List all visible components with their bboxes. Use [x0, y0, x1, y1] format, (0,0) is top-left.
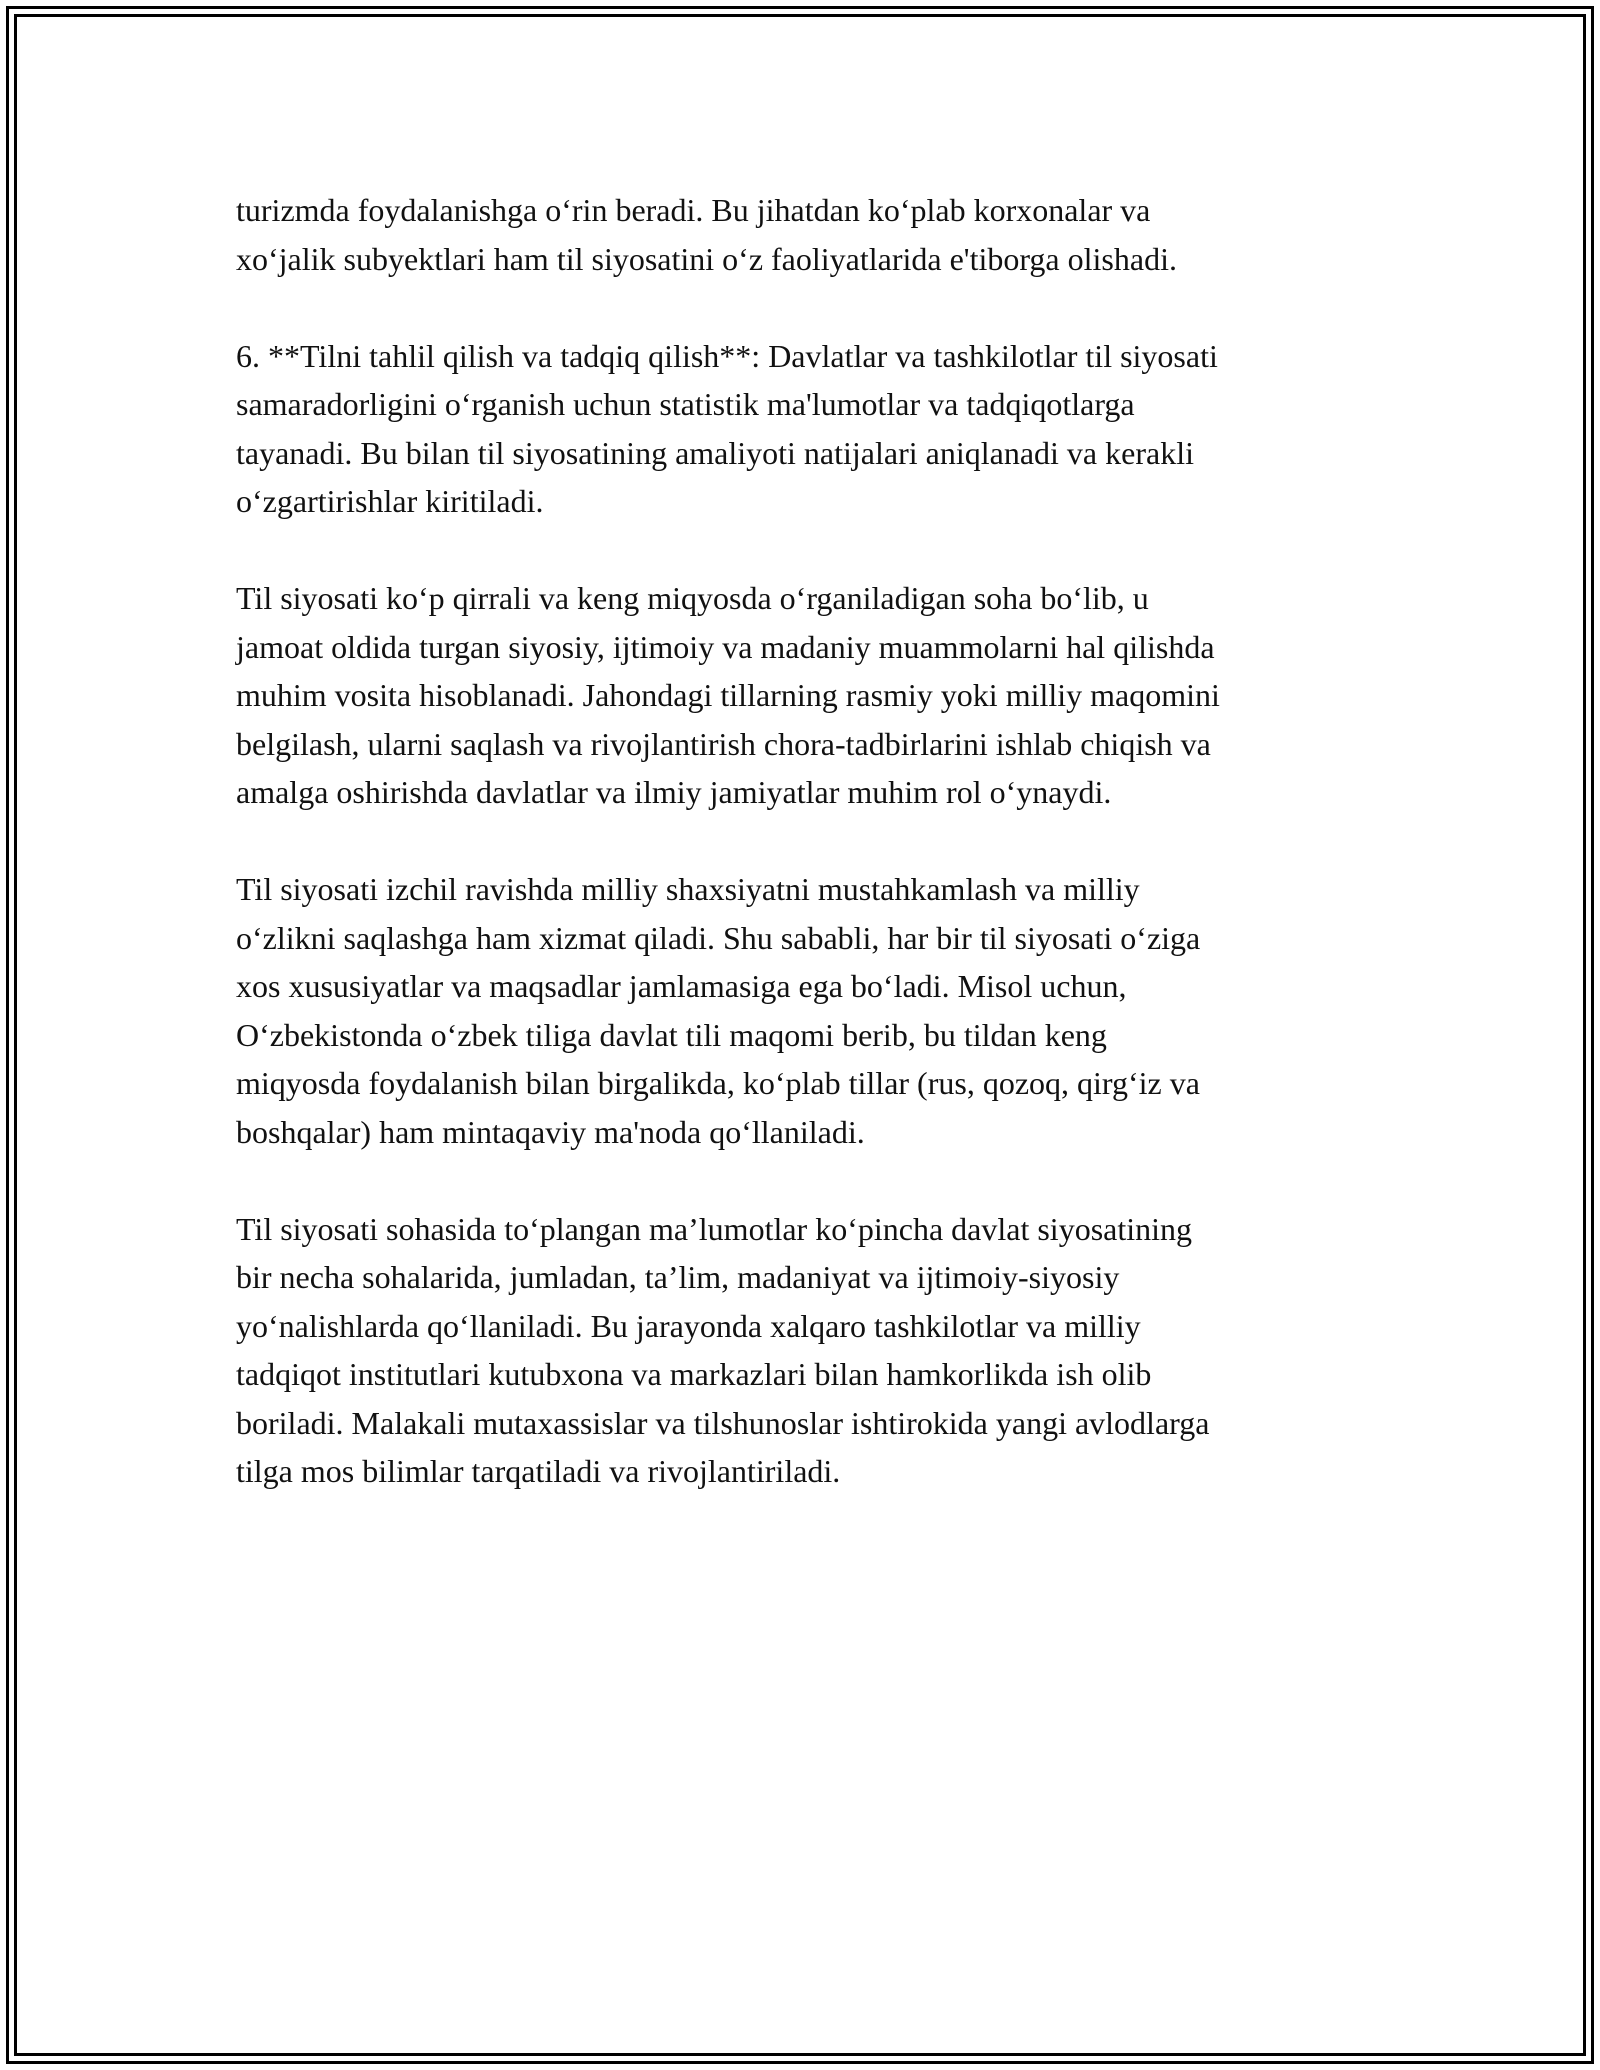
paragraph-3: Til siyosati ko‘p qirrali va keng miqyosda o‘rganiladigan soha bo‘lib, u jamoat oldida turgan siyosiy, ijtimoiy va madaniy muammolarni hal qilishda muhim vosita hisoblanadi. Jahondagi tillarning rasmiy yoki milliy maqomini belgilash, ularni saqlash va rivojlantirish chora-tadbirlarini ishlab chiqish va amalga oshirishda davlatlar va ilmiy jamiyatlar muhim rol o‘ynaydi. — [236, 580, 1220, 810]
paragraph-4: Til siyosati izchil ravishda milliy shaxsiyatni mustahkamlash va milliy o‘zlikni saqlashga ham xizmat qiladi. Shu sababli, har bir til siyosati o‘ziga xos xususiyatlar va maqsadlar jamlamasiga ega bo‘ladi. Misol uchun, O‘zbekistonda o‘zbek tiliga davlat tili maqomi berib, bu tildan keng miqyosda foydalanish bilan birgalikda, ko‘plab tillar (rus, qozoq, qirg‘iz va boshqalar) ham mintaqaviy ma'noda qo‘llaniladi. — [236, 871, 1201, 1150]
paragraph-2: 6. **Tilni tahlil qilish va tadqiq qilish**: Davlatlar va tashkilotlar til siyosati samaradorligini o‘rganish uchun statistik ma'lumotlar va tadqiqotlarga tayanadi. Bu bilan til siyosatining amaliyoti natijalari aniqlanadi va kerakli o‘zgartirishlar kiritiladi. — [236, 337, 1218, 519]
document-body — [236, 186, 1386, 1544]
paragraph-5: Til siyosati sohasida to‘plangan ma’lumotlar ko‘pincha davlat siyosatining bir necha sohalarida, jumladan, ta’lim, madaniyat va ijtimoiy-siyosiy yo‘nalishlarda qo‘llaniladi. Bu jarayonda xalqaro tashkilotlar va milliy tadqiqot institutlari kutubxona va markazlari bilan hamkorlikda ish olib boriladi. Malakali mutaxassislar va tilshunoslar ishtirokida yangi avlodlarga tilga mos bilimlar tarqatiladi va rivojlantiriladi. — [236, 1210, 1210, 1489]
paragraph-1: turizmda foydalanishga o‘rin beradi. Bu jihatdan ko‘plab korxonalar va xo‘jalik subyektlari ham til siyosatini o‘z faoliyatlarida e'tiborga olishadi. — [236, 192, 1177, 277]
